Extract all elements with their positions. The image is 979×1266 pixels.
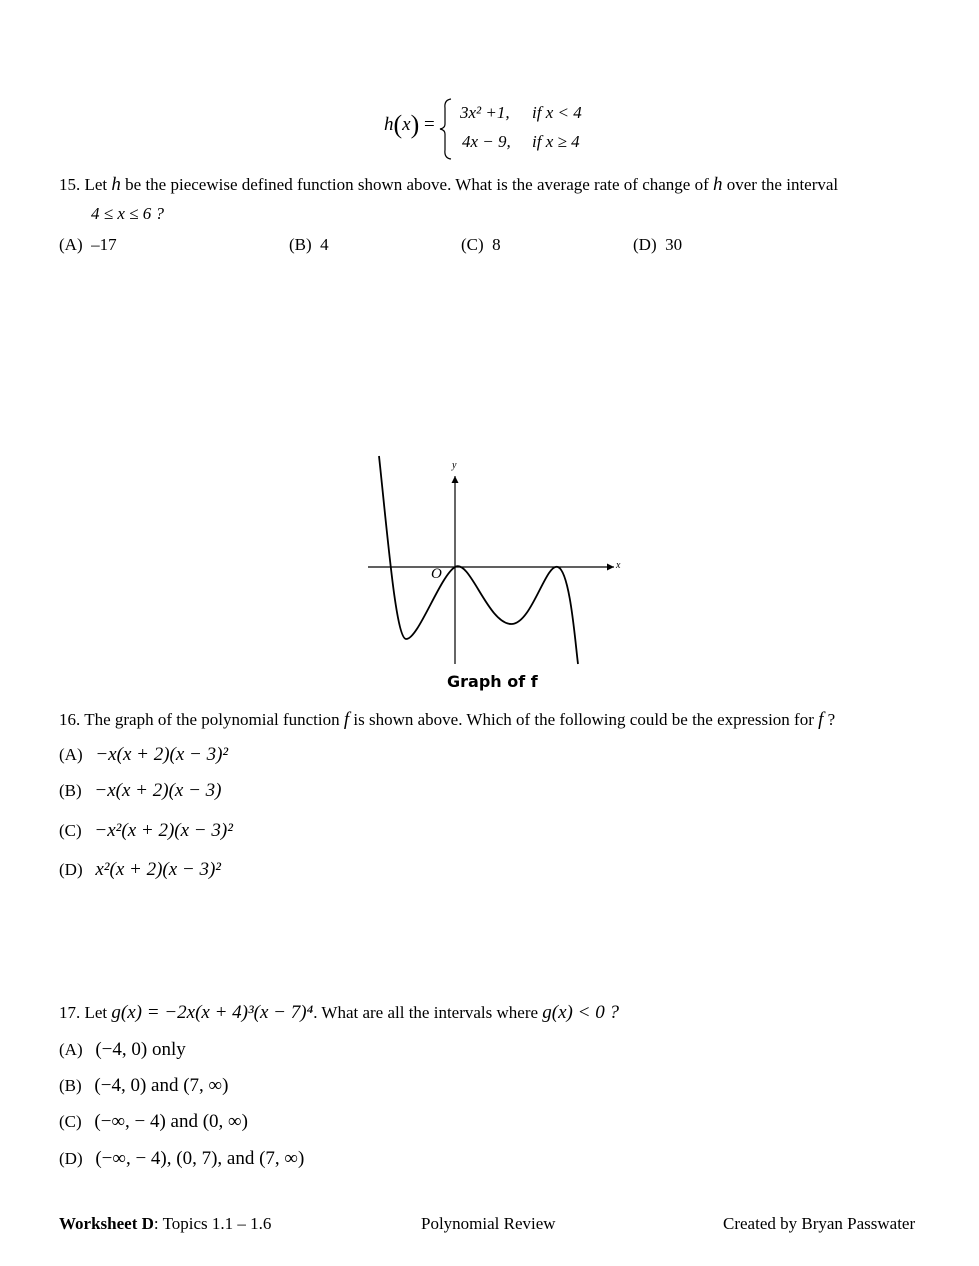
q15-var-h2: h — [713, 174, 723, 195]
choice-expr: (−∞, − 4), (0, 7), and (7, ∞) — [95, 1148, 305, 1169]
q15-text-c: over the interval — [726, 175, 839, 194]
choice-label: (A) — [59, 745, 83, 764]
piecewise-lhs: h(x) = — [384, 110, 435, 139]
piecewise-definition — [384, 98, 604, 160]
q17-condition: g(x) < 0 ? — [542, 1002, 619, 1023]
q16-number: 16. — [59, 710, 81, 729]
q17-choice-d[interactable] — [59, 1148, 304, 1170]
choice-label: (D) — [59, 860, 83, 879]
q17-choice-b[interactable] — [59, 1075, 228, 1097]
x-axis-label: x — [616, 560, 621, 571]
piecewise-case2-cond: if x ≥ 4 — [532, 132, 580, 151]
q16-prompt — [59, 709, 835, 731]
q15-number: 15. — [59, 175, 81, 194]
piecewise-brace — [439, 98, 453, 160]
q16-choice-c[interactable] — [59, 820, 233, 842]
choice-value: 4 — [320, 235, 329, 254]
choice-label: (B) — [289, 235, 312, 254]
origin-label: O — [431, 566, 442, 582]
piecewise-case1-cond: if x < 4 — [532, 103, 582, 122]
q16-var-f2: f — [818, 709, 824, 730]
choice-label: (A) — [59, 1040, 83, 1059]
q17-prompt — [59, 1002, 619, 1024]
q15-var-h: h — [111, 174, 121, 195]
piecewise-case2-expr: 4x − 9, — [462, 132, 511, 151]
q16-choice-a[interactable] — [59, 744, 228, 766]
q15-choice-d[interactable] — [633, 235, 682, 255]
piecewise-case1-expr: 3x² +1, — [460, 103, 510, 122]
q16-var-f: f — [343, 709, 350, 730]
q15-choice-a[interactable] — [59, 235, 117, 255]
choice-label: (D) — [59, 1149, 83, 1168]
choice-label: (B) — [59, 781, 82, 800]
q16-choice-b[interactable] — [59, 780, 222, 802]
y-axis-label: y — [452, 460, 457, 471]
piecewise-fn-name: h — [384, 114, 394, 135]
choice-expr: −x(x + 2)(x − 3) — [94, 780, 222, 801]
choice-value: –17 — [91, 235, 117, 254]
q17-number: 17. — [59, 1003, 81, 1022]
q15-text-a: Let — [84, 175, 108, 194]
choice-expr: x²(x + 2)(x − 3)² — [95, 859, 222, 880]
choice-expr: (−∞, − 4) and (0, ∞) — [94, 1111, 248, 1132]
footer-worksheet — [59, 1214, 271, 1234]
q17-choice-c[interactable] — [59, 1111, 248, 1133]
q15-choice-b[interactable] — [289, 235, 329, 255]
q17-text-b: . What are all the intervals where — [313, 1003, 539, 1022]
choice-label: (B) — [59, 1076, 82, 1095]
choice-value: 30 — [665, 235, 683, 254]
polynomial-curve — [379, 456, 578, 664]
q15-choice-c[interactable] — [461, 235, 501, 255]
q16-text-a: The graph of the polynomial function — [84, 710, 340, 729]
piecewise-var: x — [402, 114, 411, 135]
choice-label: (D) — [633, 235, 657, 254]
footer-right: Created by Bryan Passwater — [723, 1214, 916, 1233]
choice-expr: −x²(x + 2)(x − 3)² — [94, 820, 233, 841]
q16-end: ? — [827, 710, 836, 729]
q17-choice-a[interactable] — [59, 1039, 186, 1061]
q15-text-b: be the piecewise defined function shown above. What is the average rate of change of — [125, 175, 709, 194]
choice-expr: −x(x + 2)(x − 3)² — [95, 744, 229, 765]
choice-expr: (−4, 0) and (7, ∞) — [94, 1075, 229, 1096]
footer-center: Polynomial Review — [421, 1214, 556, 1233]
footer-worksheet-rest: : Topics 1.1 – 1.6 — [153, 1214, 272, 1233]
choice-label: (A) — [59, 235, 83, 254]
q17-text-a: Let — [84, 1003, 108, 1022]
graph-caption: Graph of f — [447, 672, 538, 691]
footer-worksheet-bold: Worksheet D — [59, 1214, 154, 1233]
q17-function: g(x) = −2x(x + 4)³(x − 7)⁴ — [111, 1002, 314, 1023]
choice-label: (C) — [59, 821, 82, 840]
choice-value: 8 — [492, 235, 501, 254]
choice-label: (C) — [59, 1112, 82, 1131]
choice-label: (C) — [461, 235, 484, 254]
choice-expr: (−4, 0) only — [95, 1039, 186, 1060]
graph-of-f — [360, 450, 630, 670]
q15-interval: 4 ≤ x ≤ 6 ? — [91, 204, 164, 223]
q16-choice-d[interactable] — [59, 859, 221, 881]
q16-text-b: is shown above. Which of the following could be the expression for — [353, 710, 814, 729]
q15-prompt — [59, 174, 838, 196]
